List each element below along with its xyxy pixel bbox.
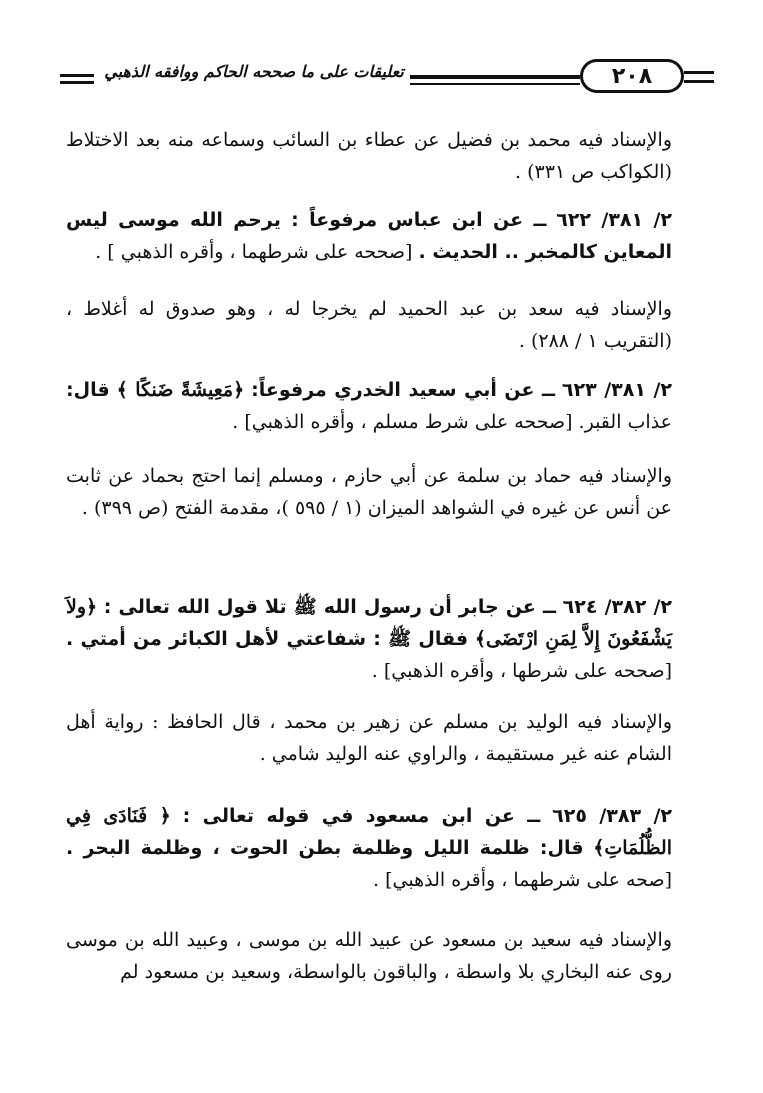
entry-text: ــ عن ابن عباس مرفوعاً : يرحم الله موسى ليس المعاين كالمخبر .. الحديث . [66,209,672,263]
entry-text: ــ عن أبي سعيد الخدري مرفوعاً: [251,379,555,401]
quran-quote: ﴿مَعِيشَةً ضَنكًا ﴾ [116,379,245,401]
page-header [60,58,715,98]
entry-number: ٢/ ٣٨١/ ٦٢٢ [556,209,673,231]
entry-verdict: عذاب القبر. [صححه على شرط مسلم ، وأقره الذهبي] . [232,411,672,433]
entry-number: ٢/ ٣٨٢/ ٦٢٤ [562,596,673,618]
header-rule [60,74,94,77]
entry-verdict: [صححه على شرطهما ، وأقره الذهبي ] . [95,241,413,263]
entry-verdict: [صحه على شرطهما ، وأقره الذهبي] . [373,869,672,891]
isnad-paragraph: والإسناد فيه سعد بن عبد الحميد لم يخرجا له ، وهو صدوق له أغلاط ، (التقريب ١ / ٢٨٨) . [66,298,672,352]
entry-number: ٢/ ٣٨١/ ٦٢٣ [561,379,672,401]
entry-verdict: [صححه على شرطها ، وأقره الذهبي] . [371,660,672,682]
isnad-paragraph: والإسناد فيه الوليد بن مسلم عن زهير بن محمد ، قال الحافظ : رواية أهل الشام عنه غير مستقيمة ، والراوي عنه الوليد شامي . [66,711,672,765]
entry-text: ــ عن ابن مسعود في قوله تعالى : [182,805,541,827]
entry-text: ــ عن جابر أن رسول الله ﷺ تلا قول الله تعالى : [103,596,557,618]
header-rule [410,83,580,85]
header-rule [684,80,714,83]
isnad-paragraph: والإسناد فيه حماد بن سلمة عن أبي حازم ، ومسلم إنما احتج بحماد عن ثابت عن أنس عن غيره في الشواهد الميزان (١ / ٥٩٥ )، مقدمة الفتح (ص ٣٩٩) . [66,465,672,519]
hadith-entry-623 [66,374,672,438]
running-title: تعليقات على ما صححه الحاكم ووافقه الذهبي [104,62,404,81]
isnad-paragraph: والإسناد فيه سعيد بن مسعود عن عبيد الله بن موسى ، وعبيد الله بن موسى روى عنه البخاري بلا واسطة ، والباقون بالواسطة، وسعيد بن مسعود لم [66,929,672,983]
hadith-entry-624 [66,591,672,687]
header-rule [60,81,94,84]
hadith-entry-622 [66,204,672,268]
entry-text: قال: ظلمة الليل وظلمة بطن الحوت ، وظلمة البحر . [66,837,584,859]
entry-text: فقال ﷺ : شفاعتي لأهل الكبائر من أمتي . [66,628,469,650]
entry-number: ٢/ ٣٨٣/ ٦٢٥ [552,805,673,827]
header-rule [410,75,580,79]
isnad-paragraph: والإسناد فيه محمد بن فضيل عن عطاء بن السائب وسماعه منه بعد الاختلاط (الكواكب ص ٣٣١) . [66,129,672,183]
quran-quote: ﴿ فَنَادَى فِي الظُّلُمَاتِ﴾ [66,805,672,859]
page-number: ٢٠٨ [580,59,684,93]
quran-quote: ﴿ولاَ يَشْفَعُونَ إِلاَّ لِمَنِ ارْتَضَى﴾ [66,596,673,650]
entry-text: قال: [66,379,110,401]
hadith-entry-625 [66,800,672,896]
header-rule [684,71,714,74]
